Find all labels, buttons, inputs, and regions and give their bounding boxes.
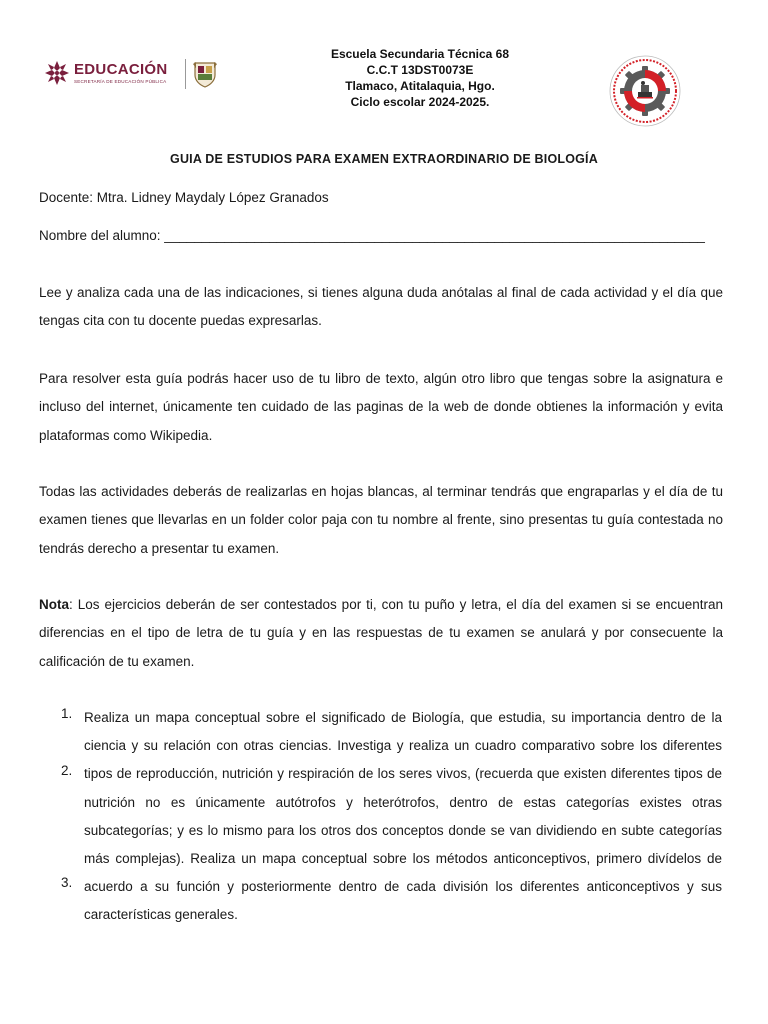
activities-text: Realiza un mapa conceptual sobre el significado de Biología, que estudia, su importancia dentro de la ciencia y su relación con otras ciencias. Investiga y realiza un cuadro comparativo sobre los diferentes tipos de reproducción, nutrición y respiración de los seres vivos, (recuerda que existen diferentes tipos de nutrición no es únicamente autótrofos y heterótrofos, dentro de estas categorías existes otras subcategorías; y es lo mismo para los otros dos conceptos donde se van dividiendo en subte categorías más complejas). Realiza un mapa conceptual sobre los métodos anticonceptivos, primero divídelos de acuerdo a su función y posteriormente dentro de cada división los diferentes anticonceptivos y sus características generales. bbox=[84, 710, 722, 923]
instructions-paragraph-3: Todas las actividades deberás de realizarlas en hojas blancas, al terminar tendrás que engraparlas y el día de tu examen tienes que llevarlas en un folder color paja con tu nombre al frente, sino presentas tu guía contestada no tendrás derecho a presentar tu examen. bbox=[39, 484, 723, 556]
note-paragraph bbox=[39, 591, 723, 676]
school-location: Tlamaco, Atitalaquia, Hgo. bbox=[345, 79, 495, 93]
educacion-logo bbox=[44, 58, 234, 94]
list-number-1: 1. bbox=[61, 706, 73, 721]
flower-emblem-icon bbox=[44, 60, 70, 86]
teacher-line: Docente: Mtra. Lidney Maydaly López Granados bbox=[39, 190, 329, 205]
school-cct: C.C.T 13DST0073E bbox=[366, 63, 474, 77]
educacion-wordmark: EDUCACIÓN bbox=[74, 61, 168, 78]
technical-school-logo-icon bbox=[608, 54, 682, 128]
school-year: Ciclo escolar 2024-2025. bbox=[350, 95, 490, 109]
student-name-line: Nombre del alumno: ________________________________________________________________________ bbox=[39, 228, 705, 243]
educacion-subtitle: SECRETARÍA DE EDUCACIÓN PÚBLICA bbox=[74, 79, 167, 84]
school-info bbox=[290, 46, 550, 110]
document-title: GUIA DE ESTUDIOS PARA EXAMEN EXTRAORDINARIO DE BIOLOGÍA bbox=[170, 152, 598, 166]
instructions-paragraph-1: Lee y analiza cada una de las indicaciones, si tienes alguna duda anótalas al final de cada actividad y el día que tengas cita con tu docente puedas expresarlas. bbox=[39, 285, 723, 329]
state-shield-icon bbox=[192, 60, 218, 88]
note-label: Nota bbox=[39, 597, 69, 612]
logo-divider bbox=[185, 59, 186, 89]
document-header bbox=[0, 0, 768, 130]
list-number-3: 3. bbox=[61, 875, 73, 890]
school-name: Escuela Secundaria Técnica 68 bbox=[330, 47, 510, 61]
list-number-2: 2. bbox=[61, 763, 73, 778]
instructions-paragraph-2: Para resolver esta guía podrás hacer uso de tu libro de texto, algún otro libro que tengas sobre la asignatura e incluso del internet, únicamente ten cuidado de las paginas de la web de donde obtienes la información y evita plataformas como Wikipedia. bbox=[39, 371, 723, 443]
note-text: : Los ejercicios deberán de ser contestados por ti, con tu puño y letra, el día del examen si se encuentran diferencias en el tipo de letra de tu guía y en las respuestas de tu examen se anulará y por consecuente la calificación de tu examen. bbox=[39, 597, 723, 669]
